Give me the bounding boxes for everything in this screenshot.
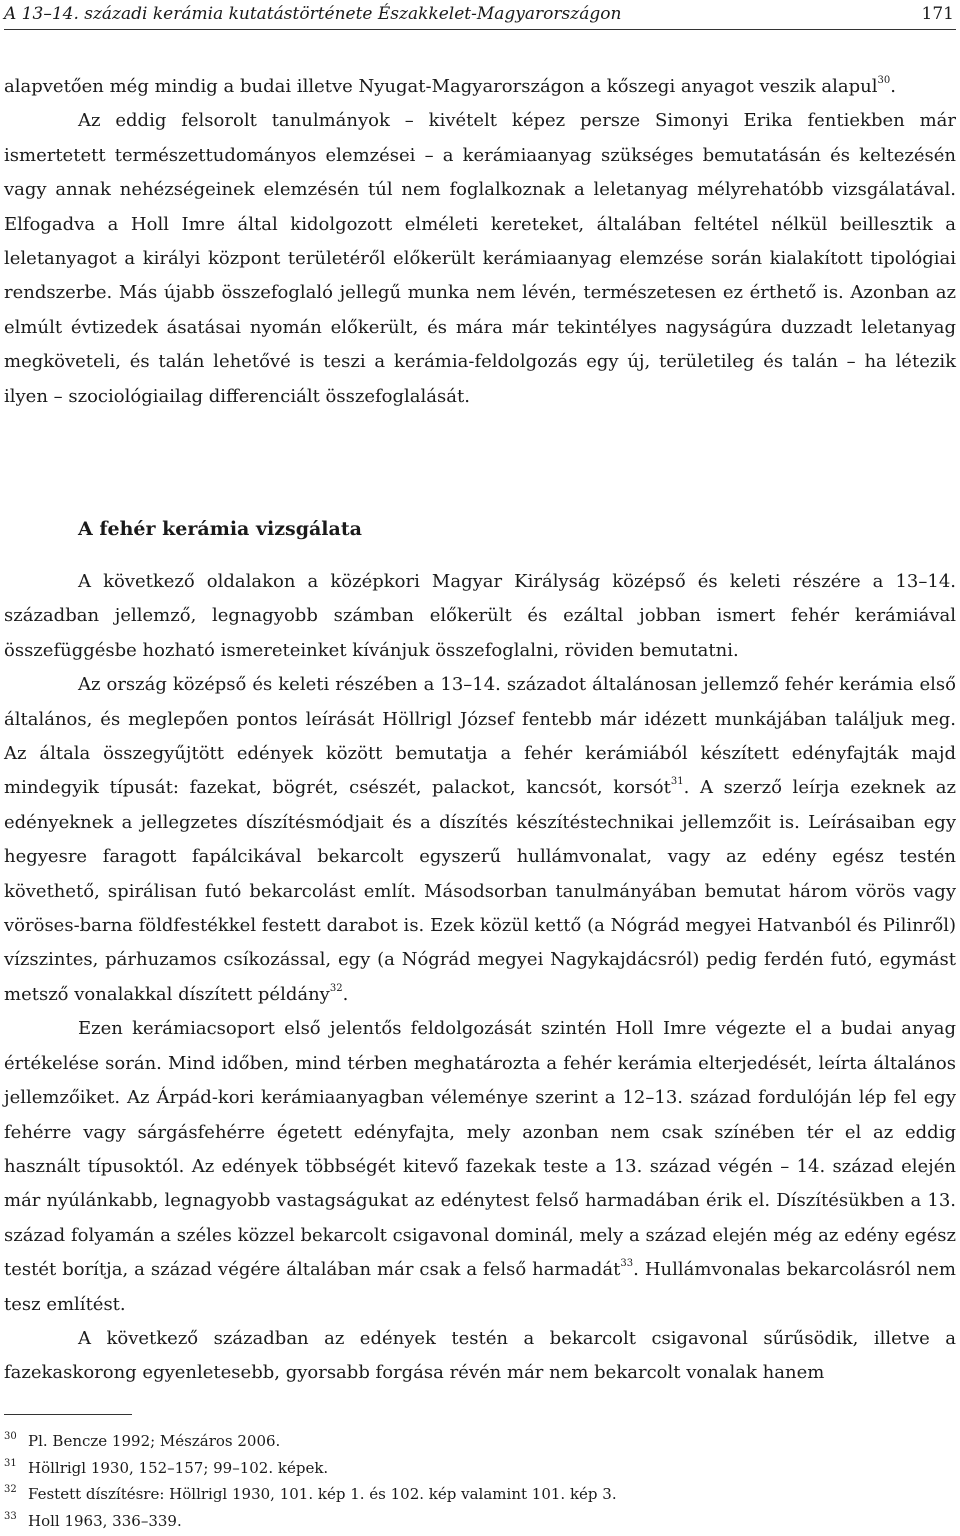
page-number: 171 <box>921 4 954 24</box>
footnote <box>4 1508 617 1535</box>
paragraph-text: alapvetően még mindig a budai illetve Nyugat-Magyarországon a kőszegi anyagot veszik alapul <box>4 76 878 97</box>
paragraph-tail: . <box>342 983 349 1005</box>
footnote-number: 32 <box>4 1484 17 1495</box>
footnote <box>4 1455 617 1482</box>
paragraph-text: . A szerző leírja ezeknek az edényeknek a jellegzetes díszítésmódjait és a díszítés készítéstechnikai jellemzőit is. Leírásaiban egy hegyesre faragott fapálcikával bekarcolt egyszerű hullámvonalat, vagy az edény egész testén követhető, spirálisan futó bekarcolást említ. Másodsorban tanulmányában bemutat három vörös vagy vöröses-barna földfestékkel festett darabot is. Ezek közül kettő (a Nógrád megyei Hatvanból és Pilinről) vízszintes, párhuzamos csíkozással, egy (a Nógrád megyei Nagykajdácsról) pedig ferdén futó, egymást metsző vonalakkal díszített példány <box>4 777 956 1005</box>
paragraph: A következő században az edények testén a bekarcolt csigavonal sűrűsödik, illetve a fazekaskorong egyenletesebb, gyorsabb forgása révén már nem bekarcolt vonalak hanem <box>4 1327 956 1384</box>
footnote-ref-33: 33 <box>620 1258 634 1270</box>
paragraph <box>4 1012 956 1322</box>
body-text-section <box>4 565 956 1391</box>
footnote-text: Pl. Bencze 1992; Mészáros 2006. <box>28 1432 281 1450</box>
header-rule <box>4 29 956 30</box>
paragraph-text: . Hullámvonalas bekarcolásról nem tesz említést. <box>4 1259 956 1315</box>
footnote-number: 33 <box>4 1510 17 1522</box>
footnote-text: Höllrigl 1930, 152–157; 99–102. képek. <box>28 1458 329 1477</box>
footnote <box>4 1481 617 1508</box>
paragraph: Az eddig felsorolt tanulmányok – kivételt képez persze Simonyi Erika fentiekben már ismertetett természettudományos elemzései – a kerámiaanyag szükséges bemutatásán és keltezésén vagy annak nehézségeinek elemzésén túl nem foglalkoznak a leletanyag mélyrehatóbb vizsgálatával. Elfogadva a Holl Imre által kidolgozott elméleti kereteket, általában feltétel nélkül beillesztik a leletanyagot a királyi központ területéről előkerült kerámiaanyag elemzése során kialakított tipológiai rendszerbe. Más újabb összefoglaló jellegű munka nem lévén, természetesen ez érthető is. Azonban az elmúlt évtizedek ásatásai nyomán előkerült, és mára már tekintélyes nagyságúra duzzadt leletanyag megköveteli, és talán lehetővé is teszi a kerámia-feldolgozás egy új, területileg és talán – ha létezik ilyen – szociológiailag differenciált összefoglalását. <box>4 110 956 407</box>
section-title: A fehér kerámia vizsgálata <box>78 518 362 540</box>
footnote-separator <box>4 1414 132 1415</box>
running-header <box>4 2 956 26</box>
footnote-text: Festett díszítésre: Höllrigl 1930, 101. kép 1. és 102. kép valamint 101. kép 3. <box>28 1485 617 1503</box>
footnote-ref-32: 32 <box>329 982 343 994</box>
running-title: A 13–14. századi kerámia kutatástörténete Északkelet-Magyarországon <box>4 4 622 24</box>
footnote-number: 31 <box>4 1457 17 1469</box>
footnotes <box>4 1428 617 1534</box>
footnote-number: 30 <box>4 1431 17 1442</box>
footnote <box>4 1428 617 1455</box>
body-text-top <box>4 70 956 414</box>
paragraph-text: Ezen kerámiacsoport első jelentős feldolgozását szintén Holl Imre végezte el a budai anyag értékelése során. Mind időben, mind térben meghatározta a fehér kerámia elterjedését, leírta általános jellemzőiket. Az Árpád-kori kerámiaanyagban véleménye szerint a 12–13. század fordulóján lép fel egy fehérre vagy sárgásfehérre égetett edényfajta, mely azonban nem csak színében tér el az eddig használt típusoktól. Az edények többségét kitevő fazekak teste a 13. század végén – 14. század elején már nyúlánkabb, legnagyobb vastagságukat az edénytest felső harmadában érik el. Díszítésükben a 13. század folyamán a széles közzel bekarcolt csigavonal dominál, mely a század elején még az edény egész testét borítja, a század végére általában már csak a felső harmadát <box>4 1018 956 1281</box>
footnote-ref-30: 30 <box>877 75 891 86</box>
paragraph-continued <box>4 70 956 104</box>
footnote-text: Holl 1963, 336–339. <box>28 1511 182 1530</box>
paragraph <box>4 668 956 1012</box>
paragraph-tail: . <box>890 76 896 97</box>
footnote-ref-31: 31 <box>670 776 684 788</box>
paragraph-text: Az ország középső és keleti részében a 13–14. századot általánosan jellemző fehér kerámia első általános, és meglepően pontos leírását Höllrigl József fentebb már idézett munkájában találjuk meg. Az általa összegyűjtött edények között bemutatja a fehér kerámiából készített edényfajták majd mindegyik típusát: fazekat, bögrét, csészét, palackot, kancsót, korsót <box>4 674 956 799</box>
paragraph: A következő oldalakon a középkori Magyar Királyság középső és keleti részére a 13–14. században jellemző, legnagyobb számban előkerült és ezáltal jobban ismert fehér kerámiával összefüggésbe hozható ismereteinket kívánjuk összefoglalni, röviden bemutatni. <box>4 571 956 661</box>
